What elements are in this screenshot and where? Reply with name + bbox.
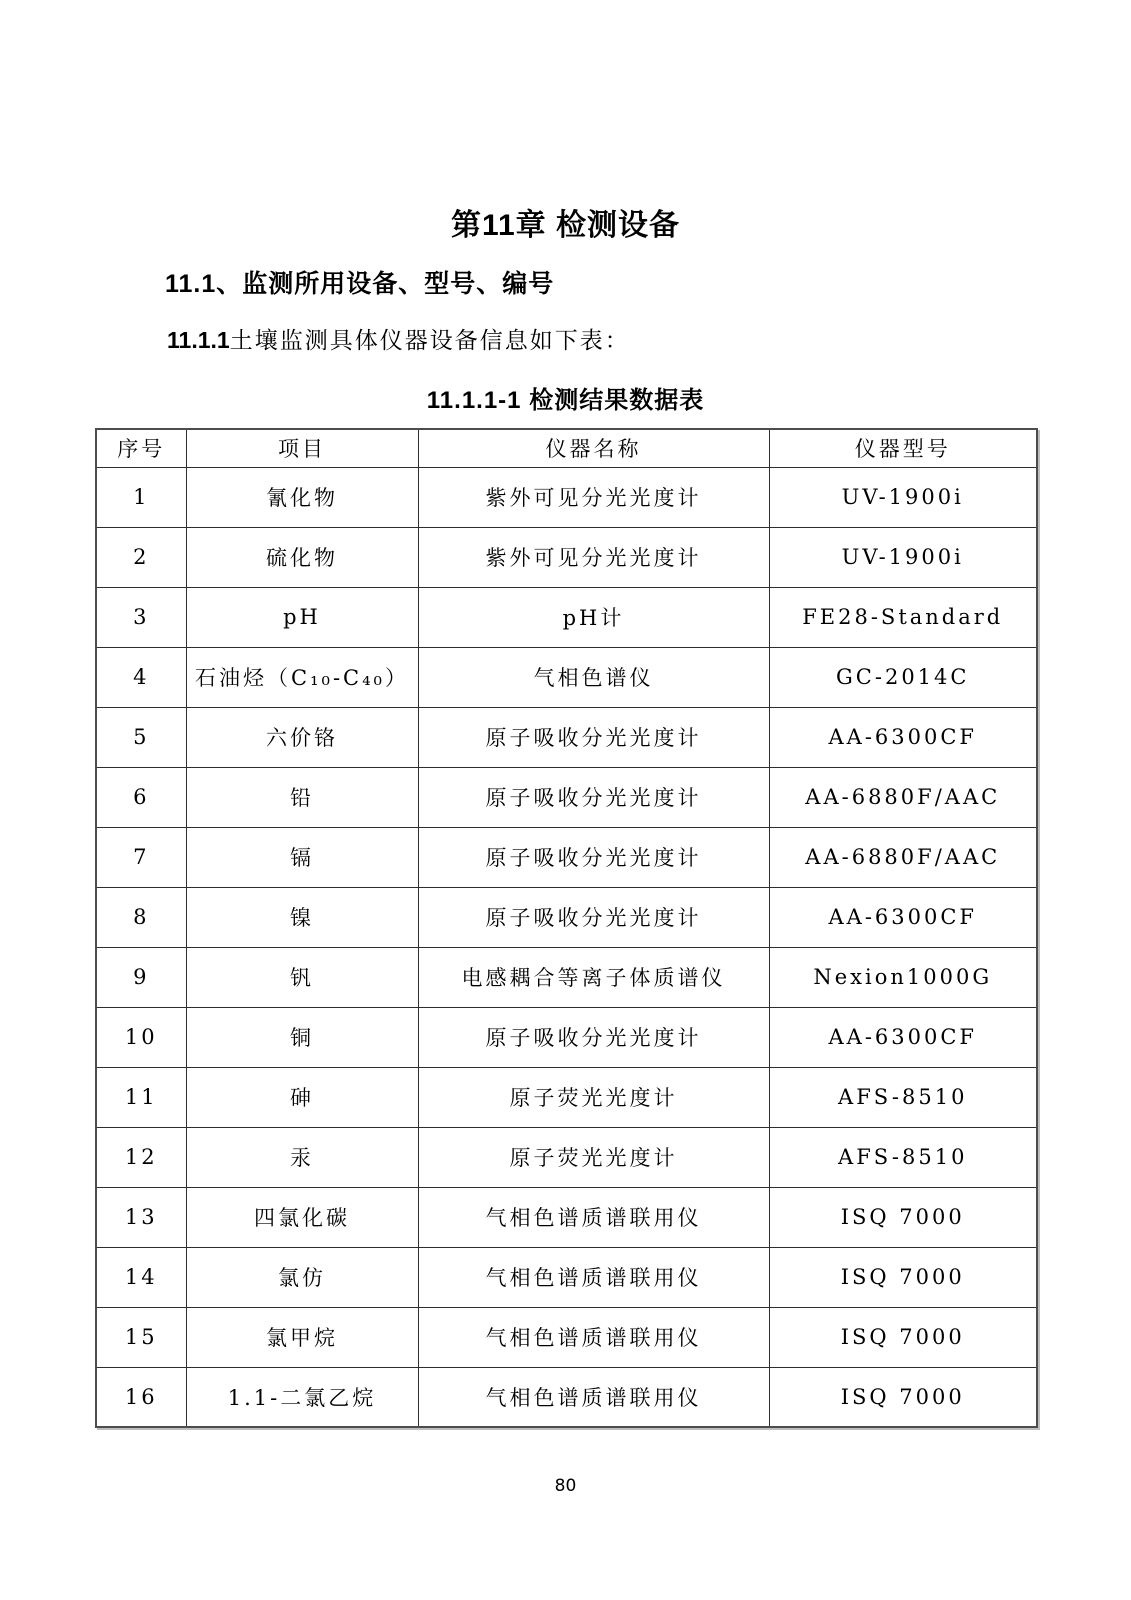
cell-instrument-name: 原子吸收分光光度计 bbox=[418, 707, 769, 767]
cell-instrument-name: 气相色谱仪 bbox=[418, 647, 769, 707]
cell-instrument-name: 紫外可见分光光度计 bbox=[418, 467, 769, 527]
table-row bbox=[96, 1067, 1037, 1127]
cell-instrument-name: 气相色谱质谱联用仪 bbox=[418, 1247, 769, 1307]
column-header-index: 序号 bbox=[96, 429, 186, 467]
page-number: 80 bbox=[554, 1476, 577, 1496]
cell-instrument-name: pH计 bbox=[418, 587, 769, 647]
table-row bbox=[96, 467, 1037, 527]
cell-item: 石油烃（C₁₀-C₄₀） bbox=[186, 647, 418, 707]
column-header-instrument-name: 仪器名称 bbox=[418, 429, 769, 467]
equipment-table-head bbox=[96, 429, 1037, 467]
column-header-item: 项目 bbox=[186, 429, 418, 467]
table-row bbox=[96, 1007, 1037, 1067]
cell-instrument-model: GC-2014C bbox=[769, 647, 1037, 707]
cell-instrument-model: AA-6300CF bbox=[769, 707, 1037, 767]
cell-instrument-model: AA-6880F/AAC bbox=[769, 827, 1037, 887]
cell-instrument-name: 气相色谱质谱联用仪 bbox=[418, 1367, 769, 1427]
cell-instrument-model: ISQ 7000 bbox=[769, 1247, 1037, 1307]
cell-item: 镉 bbox=[186, 827, 418, 887]
cell-instrument-model: AA-6880F/AAC bbox=[769, 767, 1037, 827]
cell-index: 16 bbox=[96, 1367, 186, 1427]
cell-instrument-model: Nexion1000G bbox=[769, 947, 1037, 1007]
cell-instrument-name: 电感耦合等离子体质谱仪 bbox=[418, 947, 769, 1007]
column-header-instrument-model: 仪器型号 bbox=[769, 429, 1037, 467]
cell-item: 砷 bbox=[186, 1067, 418, 1127]
subsection-number: 11.1.1 bbox=[167, 327, 230, 353]
cell-instrument-name: 紫外可见分光光度计 bbox=[418, 527, 769, 587]
table-row bbox=[96, 1247, 1037, 1307]
table-row bbox=[96, 527, 1037, 587]
cell-item: 钒 bbox=[186, 947, 418, 1007]
cell-index: 7 bbox=[96, 827, 186, 887]
table-row bbox=[96, 887, 1037, 947]
cell-index: 10 bbox=[96, 1007, 186, 1067]
cell-instrument-model: FE28-Standard bbox=[769, 587, 1037, 647]
table-row bbox=[96, 1127, 1037, 1187]
cell-instrument-name: 气相色谱质谱联用仪 bbox=[418, 1187, 769, 1247]
table-row bbox=[96, 1307, 1037, 1367]
equipment-table-body bbox=[96, 467, 1037, 1427]
cell-instrument-model: ISQ 7000 bbox=[769, 1367, 1037, 1427]
cell-index: 13 bbox=[96, 1187, 186, 1247]
cell-index: 8 bbox=[96, 887, 186, 947]
equipment-table bbox=[95, 428, 1038, 1428]
subsection-line bbox=[167, 322, 630, 355]
table-row bbox=[96, 1187, 1037, 1247]
cell-instrument-name: 原子吸收分光光度计 bbox=[418, 767, 769, 827]
cell-instrument-model: AA-6300CF bbox=[769, 887, 1037, 947]
table-row bbox=[96, 767, 1037, 827]
header-row bbox=[96, 429, 1037, 467]
cell-index: 1 bbox=[96, 467, 186, 527]
cell-instrument-model: AFS-8510 bbox=[769, 1067, 1037, 1127]
cell-item: 氯甲烷 bbox=[186, 1307, 418, 1367]
cell-instrument-name: 原子荧光光度计 bbox=[418, 1127, 769, 1187]
cell-instrument-model: UV-1900i bbox=[769, 467, 1037, 527]
table-title: 11.1.1-1 检测结果数据表 bbox=[426, 387, 705, 414]
cell-item: pH bbox=[186, 587, 418, 647]
cell-item: 四氯化碳 bbox=[186, 1187, 418, 1247]
cell-index: 4 bbox=[96, 647, 186, 707]
cell-index: 2 bbox=[96, 527, 186, 587]
cell-index: 14 bbox=[96, 1247, 186, 1307]
table-row bbox=[96, 827, 1037, 887]
table-row bbox=[96, 1367, 1037, 1427]
cell-item: 氰化物 bbox=[186, 467, 418, 527]
section-heading: 11.1、监测所用设备、型号、编号 bbox=[165, 270, 555, 298]
cell-index: 5 bbox=[96, 707, 186, 767]
cell-index: 15 bbox=[96, 1307, 186, 1367]
cell-item: 硫化物 bbox=[186, 527, 418, 587]
cell-index: 12 bbox=[96, 1127, 186, 1187]
cell-index: 3 bbox=[96, 587, 186, 647]
cell-index: 6 bbox=[96, 767, 186, 827]
cell-instrument-model: ISQ 7000 bbox=[769, 1307, 1037, 1367]
chapter-title: 第11章 检测设备 bbox=[450, 209, 681, 242]
cell-instrument-name: 原子吸收分光光度计 bbox=[418, 887, 769, 947]
table-row bbox=[96, 707, 1037, 767]
table-row bbox=[96, 947, 1037, 1007]
cell-instrument-name: 原子吸收分光光度计 bbox=[418, 827, 769, 887]
cell-instrument-name: 气相色谱质谱联用仪 bbox=[418, 1307, 769, 1367]
cell-instrument-model: AFS-8510 bbox=[769, 1127, 1037, 1187]
table-row bbox=[96, 647, 1037, 707]
cell-item: 镍 bbox=[186, 887, 418, 947]
cell-index: 11 bbox=[96, 1067, 186, 1127]
cell-item: 铅 bbox=[186, 767, 418, 827]
cell-instrument-model: UV-1900i bbox=[769, 527, 1037, 587]
cell-instrument-name: 原子吸收分光光度计 bbox=[418, 1007, 769, 1067]
cell-item: 1.1-二氯乙烷 bbox=[186, 1367, 418, 1427]
cell-item: 铜 bbox=[186, 1007, 418, 1067]
subsection-text: 土壤监测具体仪器设备信息如下表： bbox=[229, 328, 630, 354]
cell-item: 氯仿 bbox=[186, 1247, 418, 1307]
cell-item: 六价铬 bbox=[186, 707, 418, 767]
cell-instrument-model: ISQ 7000 bbox=[769, 1187, 1037, 1247]
table-row bbox=[96, 587, 1037, 647]
cell-instrument-name: 原子荧光光度计 bbox=[418, 1067, 769, 1127]
cell-item: 汞 bbox=[186, 1127, 418, 1187]
cell-index: 9 bbox=[96, 947, 186, 1007]
cell-instrument-model: AA-6300CF bbox=[769, 1007, 1037, 1067]
